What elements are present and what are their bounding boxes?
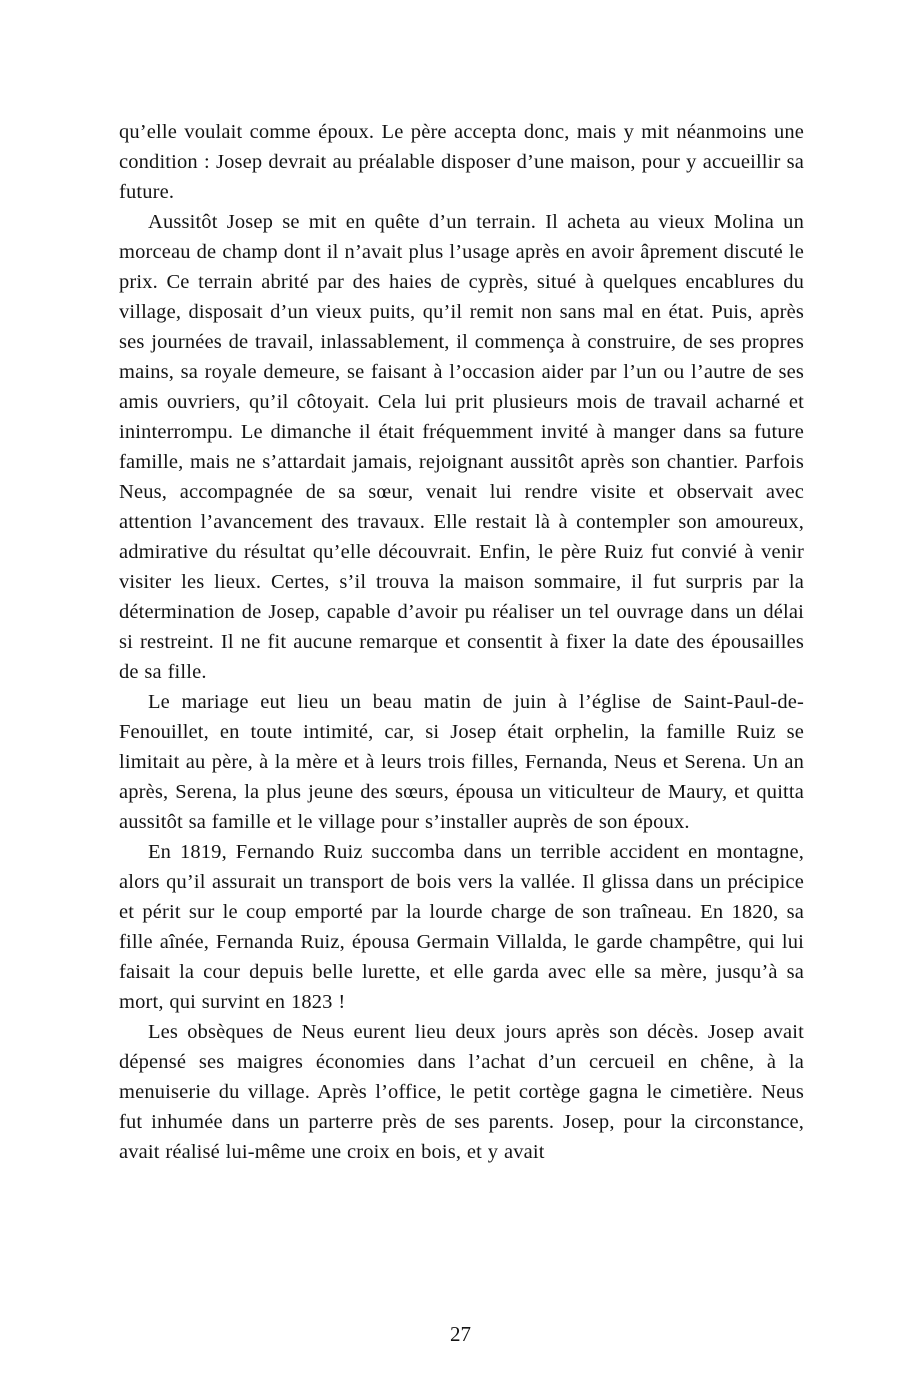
paragraph-3: Le mariage eut lieu un beau matin de juin à l’église de Saint-Paul-de-Fenouillet, en toute intimité, car, si Josep était orphelin, la famille Ruiz se limitait au père, à la mère et à leurs trois filles, Fernanda, Neus et Serena. Un an après, Serena, la plus jeune des sœurs, épousa un viticulteur de Maury, et quitta aussitôt sa famille et le village pour s’installer auprès de son époux. bbox=[119, 691, 804, 833]
page-body bbox=[119, 117, 804, 1167]
paragraph-4: En 1819, Fernando Ruiz succomba dans un terrible accident en montagne, alors qu’il assurait un transport de bois vers la vallée. Il glissa dans un précipice et périt sur le coup emporté par la lourde charge de son traîneau. En 1820, sa fille aînée, Fernanda Ruiz, épousa Germain Villalda, le garde champêtre, qui lui faisait la cour depuis belle lurette, et elle garda avec elle sa mère, jusqu’à sa mort, qui survint en 1823 ! bbox=[119, 841, 804, 1013]
paragraph-5: Les obsèques de Neus eurent lieu deux jours après son décès. Josep avait dépensé ses maigres économies dans l’achat d’un cercueil en chêne, à la menuiserie du village. Après l’office, le petit cortège gagna le cimetière. Neus fut inhumée dans un parterre près de ses parents. Josep, pour la circonstance, avait réalisé lui-même une croix en bois, et y avait bbox=[119, 1021, 804, 1163]
paragraph-1: qu’elle voulait comme époux. Le père accepta donc, mais y mit néanmoins une condition : Josep devrait au préalable disposer d’une maison, pour y accueillir sa future. bbox=[119, 121, 804, 203]
page-number: 27 bbox=[450, 1322, 471, 1346]
paragraph-2: Aussitôt Josep se mit en quête d’un terrain. Il acheta au vieux Molina un morceau de champ dont il n’avait plus l’usage après en avoir âprement discuté le prix. Ce terrain abrité par des haies de cyprès, situé à quelques encablures du village, disposait d’un vieux puits, qu’il remit non sans mal en état. Puis, après ses journées de travail, inlassablement, il commença à construire, de ses propres mains, sa royale demeure, se faisant à l’occasion aider par l’un ou l’autre de ses amis ouvriers, qu’il côtoyait. Cela lui prit plusieurs mois de travail acharné et ininterrompu. Le dimanche il était fréquemment invité à manger dans sa future famille, mais ne s’attardait jamais, rejoignant aussitôt après son chantier. Parfois Neus, accompagnée de sa sœur, venait lui rendre visite et observait avec attention l’avancement des travaux. Elle restait là à contempler son amoureux, admirative du résultat qu’elle découvrait. Enfin, le père Ruiz fut convié à venir visiter les lieux. Certes, s’il trouva la maison sommaire, il fut surpris par la détermination de Josep, capable d’avoir pu réaliser un tel ouvrage dans un délai si restreint. Il ne fit aucune remarque et consentit à fixer la date des épousailles de sa fille. bbox=[119, 211, 804, 683]
